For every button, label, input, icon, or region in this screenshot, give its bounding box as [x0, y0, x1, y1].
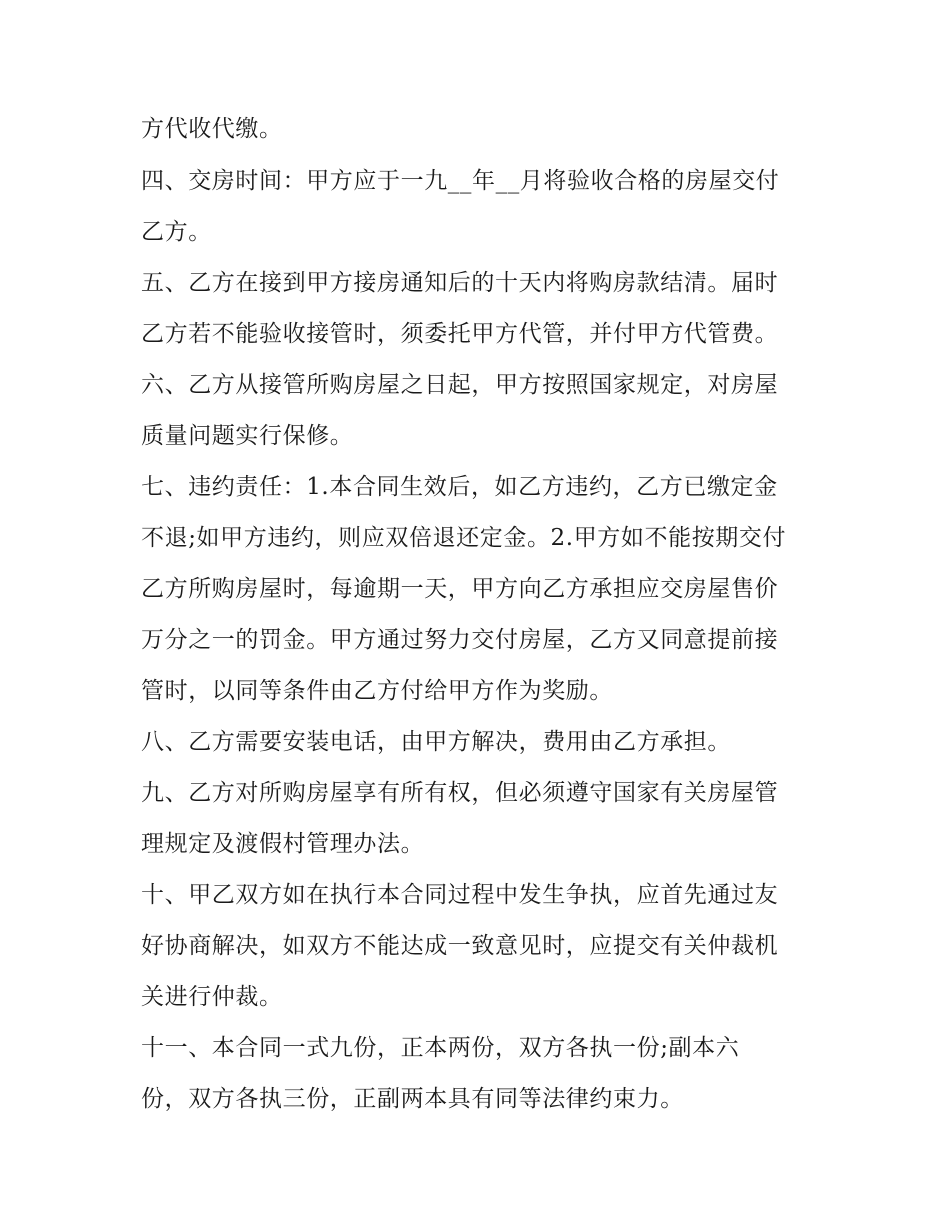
text-line: 十、甲乙双方如在执行本合同过程中发生争执，应首先通过友 [141, 882, 779, 908]
text-line: 方代收代缴。 [141, 116, 283, 142]
text-line: 不退;如甲方违约，则应双倍退还定金。2.甲方如不能按期交付 [141, 525, 787, 551]
text-line: 四、交房时间：甲方应于一九__年__月将验收合格的房屋交付 [141, 168, 780, 194]
text-line: 质量问题实行保修。 [141, 423, 354, 449]
text-line: 乙方。 [141, 219, 212, 245]
text-line: 十一、本合同一式九份，正本两份，双方各执一份;副本六 [141, 1035, 740, 1061]
text-line: 理规定及渡假村管理办法。 [141, 831, 425, 857]
text-line: 八、乙方需要安装电话，由甲方解决，费用由乙方承担。 [141, 729, 731, 755]
text-line: 管时，以同等条件由乙方付给甲方作为奖励。 [141, 678, 613, 704]
text-line: 关进行仲裁。 [141, 984, 283, 1010]
text-line: 六、乙方从接管所购房屋之日起，甲方按照国家规定，对房屋 [141, 372, 779, 398]
text-line: 乙方若不能验收接管时，须委托甲方代管，并付甲方代管费。 [141, 321, 779, 347]
text-line: 万分之一的罚金。甲方通过努力交付房屋，乙方又同意提前接 [141, 627, 779, 653]
text-line: 九、乙方对所购房屋享有所有权，但必须遵守国家有关房屋管 [141, 780, 779, 806]
text-line: 乙方所购房屋时，每逾期一天，甲方向乙方承担应交房屋售价 [141, 576, 779, 602]
text-line: 好协商解决，如双方不能达成一致意见时，应提交有关仲裁机 [141, 933, 779, 959]
text-line: 份，双方各执三份，正副两本具有同等法律约束力。 [141, 1086, 684, 1112]
text-line: 七、违约责任：1.本合同生效后，如乙方违约，乙方已缴定金 [141, 474, 778, 500]
text-line: 五、乙方在接到甲方接房通知后的十天内将购房款结清。届时 [141, 270, 779, 296]
